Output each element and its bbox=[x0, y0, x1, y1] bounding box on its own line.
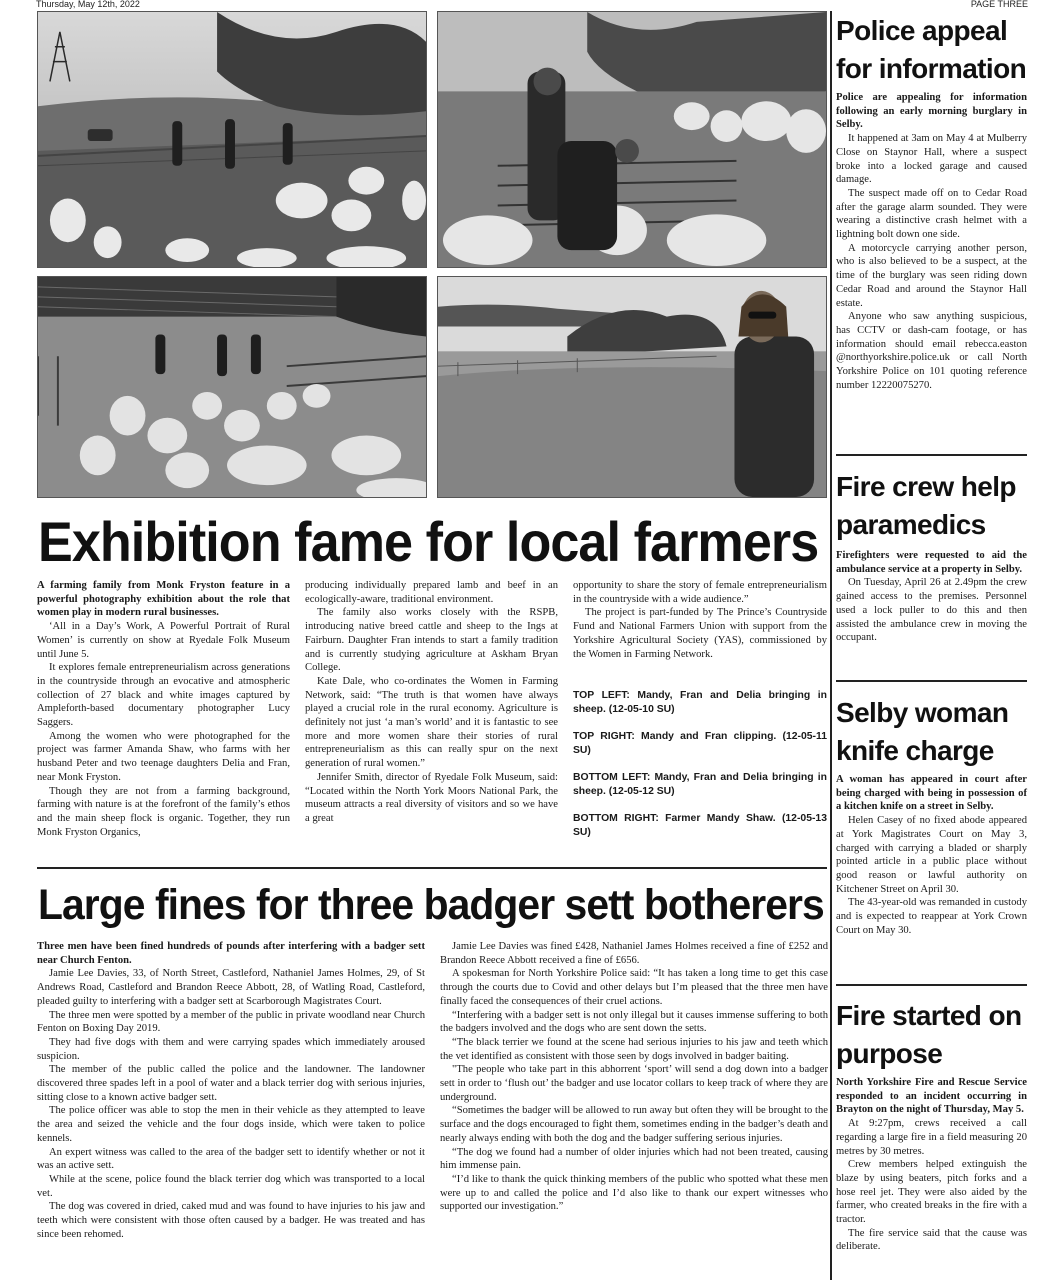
badger-story-paragraph: The three men were spotted by a member of the public in private woodland near Church Fenton on Boxing Day 2019. bbox=[37, 1009, 425, 1035]
badger-story-paragraph: The member of the public called the police and the landowner. The landowner discovered three spades left in a pool of water and a black terrier dog with serious injuries, sitting close to a known active badger sett. bbox=[37, 1064, 425, 1103]
page-header bbox=[36, 0, 1028, 10]
sidebar-story-knife bbox=[836, 773, 1027, 937]
main-story-column-3 bbox=[573, 579, 827, 839]
sidebar-rule bbox=[836, 984, 1027, 986]
badger-story-column-2 bbox=[440, 940, 828, 1214]
badger-story-paragraph: Jamie Lee Davies was fined £428, Nathaniel James Holmes received a fine of £252 and Brandon Reece Abbott received a fine of £656. bbox=[440, 941, 828, 966]
sidebar-paragraph: Crew members helped extinguish the blaze by using beaters, pitch forks and a hose reel jet. They were also aided by the farmer, who created breaks in the fire with a tractor. bbox=[836, 1159, 1027, 1226]
badger-story-paragraph: A spokesman for North Yorkshire Police said: “It has taken a long time to get this case through the courts due to Covid and other delays but I’m pleased that the three men have finally faced the consequences of their cruel actions. bbox=[440, 968, 828, 1007]
sidebar-rule bbox=[836, 454, 1027, 456]
sidebar-headline-police: Police appeal for information bbox=[836, 15, 1027, 84]
sidebar-divider bbox=[830, 11, 832, 1280]
badger-story-paragraph: "The people who take part in this abhorrent ‘sport’ will send a dog down into a badger sett in order to ‘flush out’ the badger and use locator collars to keep track of where they are underground. bbox=[440, 1064, 828, 1103]
badger-story-paragraph: “The dog we found had a number of older injuries which had not been treated, causing him immense pain. bbox=[440, 1146, 828, 1172]
badger-story-paragraph: The dog was covered in dried, caked mud and was found to have injuries to his jaw and teeth which were consistent with those often caused by a badger. He was treated and has since been rehomed. bbox=[37, 1201, 425, 1240]
main-story-paragraph: Though they are not from a farming background, farming with nature is at the forefront of the family’s ethos and the main sheep flock is organic. Together, they run Monk Fryston Organics, bbox=[37, 785, 290, 838]
badger-story-paragraph: The police officer was able to stop the men in their vehicle as they attempted to leave the area and seized the vehicle and the four dogs inside, which were taken to police kennels. bbox=[37, 1105, 425, 1144]
badger-story-paragraph: They had five dogs with them and were carrying spades which immediately aroused suspicion. bbox=[37, 1036, 425, 1062]
photo-caption-top-right: TOP RIGHT: Mandy and Fran clipping. (12-05-11 SU) bbox=[573, 731, 827, 756]
badger-story-paragraph: “The black terrier we found at the scene had serious injuries to his jaw and teeth which the vet identified as consistent with those seen by dogs involved in badger baiting. bbox=[440, 1036, 828, 1062]
sidebar-paragraph: On Tuesday, April 26 at 2.49pm the crew gained access to the premises. Personnel used a lock puller to do this and then assisted the ambulance crew in moving the occupant. bbox=[836, 577, 1027, 644]
sidebar-paragraph: A motorcycle carrying another person, who is also believed to be a suspect, at the time of the burglary was seen riding down Cedar Road and around the Staynor Hall estate. bbox=[836, 242, 1027, 309]
sidebar-standfirst: North Yorkshire Fire and Rescue Service responded to an incident occurring in Brayton on the night of Thursday, May 5. bbox=[836, 1077, 1027, 1116]
photo-top-right bbox=[437, 11, 827, 268]
photo-caption-bottom-left: BOTTOM LEFT: Mandy, Fran and Delia bringing in sheep. (12-05-12 SU) bbox=[573, 772, 827, 797]
badger-story-paragraph: “I’d like to thank the quick thinking members of the public who spotted what these men were up to and called the police and I’d also like to thank our expert witnesses who supported our investigation.” bbox=[440, 1173, 828, 1213]
sidebar-headline-fire-started: Fire started on purpose bbox=[836, 1000, 1022, 1069]
sidebar-paragraph: The suspect made off on to Cedar Road after the garage alarm sounded. They were wearing a distinctive crash helmet with a lightning bolt down one side. bbox=[836, 187, 1027, 241]
sidebar-paragraph: The 43-year-old was remanded in custody and is expected to reappear at York Crown Court on May 30. bbox=[836, 897, 1027, 936]
main-story-paragraph: opportunity to share the story of female entrepreneurialism in the countryside with a wide audience.” bbox=[573, 580, 827, 605]
main-story-paragraph: The project is part-funded by The Prince’s Countryside Fund and National Farmers Union with support from the Yorkshire Agricultural Society (YAS), commissioned by the Women in Farming Network. bbox=[573, 607, 827, 660]
sidebar-paragraph: Anyone who saw anything suspicious, has CCTV or dash-cam footage, or has information should email rebecca.easton @northyorkshire.police.uk or call North Yorkshire Police on 101 quoting reference number 12220075270. bbox=[836, 311, 1027, 391]
sidebar-paragraph: It happened at 3am on May 4 at Mulberry Close on Staynor Hall, where a suspect broke into a locked garage and caused damage. bbox=[836, 133, 1027, 186]
sidebar-paragraph: At 9:27pm, crews received a call regarding a large fire in a field measuring 20 metres by 30 metres. bbox=[836, 1118, 1027, 1157]
sidebar-standfirst: Firefighters were requested to aid the ambulance service at a property in Selby. bbox=[836, 550, 1027, 575]
photo-bottom-left bbox=[37, 276, 427, 498]
main-story-standfirst: A farming family from Monk Fryston feature in a powerful photography exhibition about the role that women play in modern rural businesses. bbox=[37, 580, 290, 619]
badger-story-paragraph: “Interfering with a badger sett is not only illegal but it causes immense suffering to both the badgers involved and the dogs who are sent down the setts. bbox=[440, 1009, 828, 1035]
main-story-paragraph: It explores female entrepreneurialism across generations in the countryside through an evocative and atmospheric collection of 27 black and white images captured by Ampleforth-based documentary photographer Lucy Saggers. bbox=[37, 662, 290, 729]
sidebar-standfirst: Police are appealing for information following an early morning burglary in Selby. bbox=[836, 92, 1027, 131]
sidebar-headline-fire-crew: Fire crew help paramedics bbox=[836, 471, 1016, 540]
main-story-paragraph: Jennifer Smith, director of Ryedale Folk Museum, said: “Located within the North York Moors National Park, the museum attracts a real diversity of visitors and so we have a great bbox=[305, 771, 558, 824]
sidebar-standfirst: A woman has appeared in court after being charged with being in possession of a kitchen knife on a street in Selby. bbox=[836, 774, 1027, 813]
sidebar-paragraph: The fire service said that the cause was deliberate. bbox=[836, 1227, 1027, 1253]
main-headline: Exhibition fame for local farmers bbox=[38, 510, 819, 573]
sidebar-story-fire-started bbox=[836, 1076, 1027, 1254]
badger-headline: Large fines for three badger sett botherers bbox=[38, 881, 824, 929]
main-story-paragraph: Among the women who were photographed for the project was farmer Amanda Shaw, who farms with her husband Peter and two teenage daughters Delia and Fran, near Monk Fryston. bbox=[37, 730, 290, 783]
badger-story-paragraph: Jamie Lee Davies, 33, of North Street, Castleford, Nathaniel James Holmes, 29, of St Andrews Road, Castleford and Brandon Reece Abbott, 28, of Watling Road, Castleford, pleaded guilty to interfering with a badger sett at Scarborough Magistrates Court. bbox=[37, 968, 425, 1007]
main-story-column-1 bbox=[37, 579, 290, 839]
sidebar-story-police bbox=[836, 91, 1027, 392]
page-label: PAGE THREE bbox=[970, 0, 1028, 9]
sidebar-story-fire-crew bbox=[836, 549, 1027, 645]
main-story-paragraph: ‘All in a Day’s Work, A Powerful Portrait of Rural Women’ is currently on show at Ryedale Folk Museum until June 5. bbox=[37, 621, 290, 660]
photo-bottom-right bbox=[437, 276, 827, 498]
main-story-paragraph: Kate Dale, who co-ordinates the Women in Farming Network, said: “The truth is that women have always played a crucial role in the rural economy. Agriculture is definitely not just ‘a man’s world’ and it is fantastic to see more and more women share their stories of rural entrepreneurialism as this can really spur on the next generation of rural women.” bbox=[305, 675, 558, 770]
main-story-paragraph: producing individually prepared lamb and beef in an ecologically-aware, traditional environment. bbox=[305, 580, 558, 605]
sidebar-paragraph: Helen Casey of no fixed abode appeared at York Magistrates Court on May 3, charged with carrying a bladed or sharply pointed article in a public place without good reason or lawful authority on Kitchener Street on April 30. bbox=[836, 815, 1027, 895]
main-story-paragraph: The family also works closely with the RSPB, introducing native breed cattle and sheep to the Ings at Fairburn. Daughter Fran intends to start a family tradition and is currently studying agriculture at Askham Bryan College. bbox=[305, 607, 558, 674]
sidebar-headline-knife: Selby woman knife charge bbox=[836, 697, 1009, 766]
photo-top-left bbox=[37, 11, 427, 268]
issue-date: Thursday, May 12th, 2022 bbox=[36, 0, 140, 9]
photo-caption-bottom-right: BOTTOM RIGHT: Farmer Mandy Shaw. (12-05-13 SU) bbox=[573, 813, 827, 838]
badger-story-paragraph: While at the scene, police found the black terrier dog which was transported to a local vet. bbox=[37, 1173, 425, 1199]
main-story-column-2 bbox=[305, 579, 558, 826]
badger-story-paragraph: “Sometimes the badger will be allowed to run away but often they will be brought to the surface and the dogs encouraged to fight them, sometimes ending in the badger’s death and nearly always ending with both the dog and the badger suffering serious injuries. bbox=[440, 1105, 828, 1144]
badger-story-column-1 bbox=[37, 940, 425, 1241]
photo-caption-top-left: TOP LEFT: Mandy, Fran and Delia bringing in sheep. (12-05-10 SU) bbox=[573, 690, 827, 715]
badger-story-standfirst: Three men have been fined hundreds of pounds after interfering with a badger sett near Church Fenton. bbox=[37, 941, 425, 966]
sidebar-rule bbox=[836, 680, 1027, 682]
section-divider bbox=[37, 867, 827, 869]
badger-story-paragraph: An expert witness was called to the area of the badger sett to identify whether or not it was an active sett. bbox=[37, 1146, 425, 1172]
